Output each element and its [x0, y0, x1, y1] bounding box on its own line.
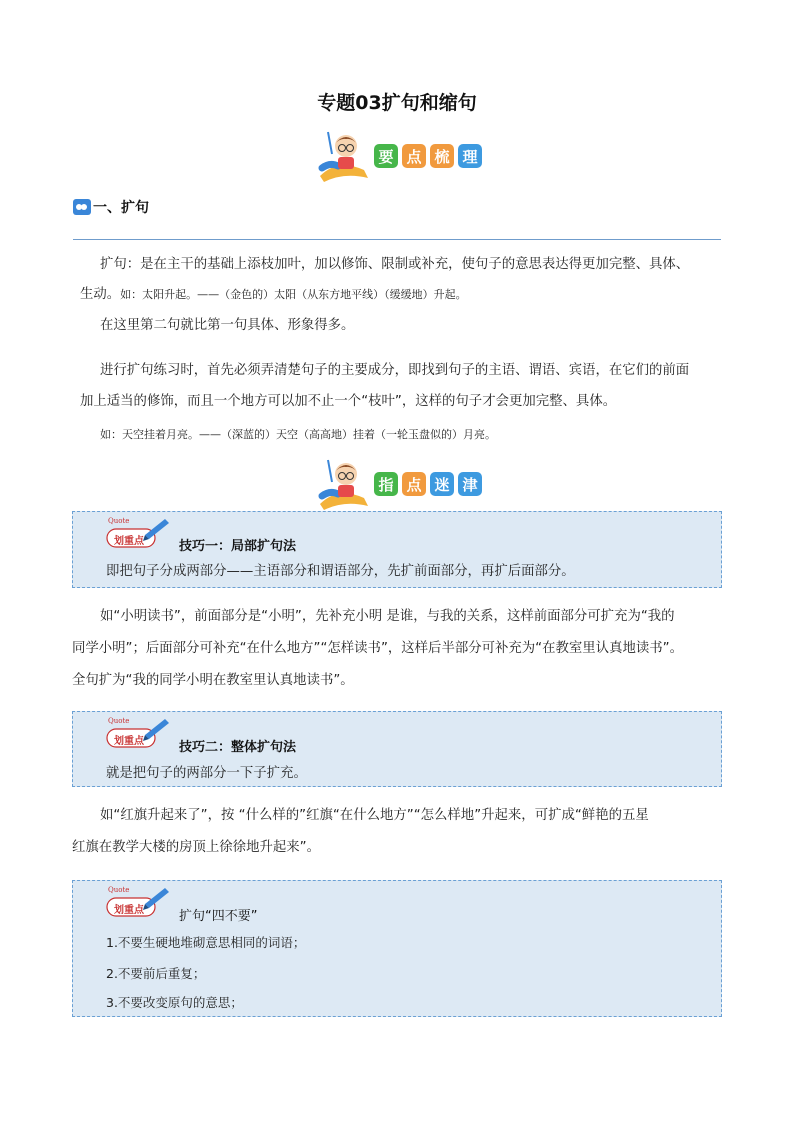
text-line: 同学小明”；后面部分可补充“在什么地方”“怎样读书”，这样后半部分可补充为“在教室里认真地读书”。 — [72, 641, 683, 656]
paragraph-definition — [100, 249, 740, 280]
banner-tips — [316, 456, 482, 512]
banner-key-points — [316, 128, 482, 184]
tag-label: 划重点 — [114, 536, 144, 547]
banner-tile: 点 — [402, 472, 426, 496]
paragraph-comparison: 在这里第二句就比第一句具体、形象得多。 — [100, 318, 355, 333]
list-item: 2.不要前后重复； — [106, 966, 206, 981]
paragraph-practice — [100, 355, 750, 386]
tip-body: 即把句子分成两部分——主语部分和谓语部分，先扩前面部分，再扩后面部分。 — [106, 564, 575, 579]
tip-title: 扩句“四不要” — [179, 909, 258, 924]
banner-tile: 理 — [458, 144, 482, 168]
section-heading — [73, 197, 149, 217]
highlight-tag — [105, 715, 171, 751]
banner-tile: 指 — [374, 472, 398, 496]
text-line: 加上适当的修饰，而且一个地方可以加不止一个“枝叶”，这样的句子才会更加完整、具体。 — [80, 394, 617, 409]
quote-mark: Quote — [108, 717, 130, 725]
text-line: 如“红旗升起来了”，按 “什么样的”红旗“在什么地方”“怎么样地”升起来，可扩成“鲜艳的五星 — [100, 808, 649, 823]
page-title: 专题03扩句和缩句 — [317, 92, 477, 114]
example-text: 如：太阳升起。——（金色的）太阳（从东方地平线）（缓缓地）升起。 — [120, 288, 467, 301]
tip-title: 技巧一：局部扩句法 — [179, 539, 297, 554]
highlight-tag — [105, 515, 171, 551]
text-line: 进行扩句练习时，首先必须弄清楚句子的主要成分，即找到句子的主语、谓语、宾语，在它们的前面 — [100, 363, 690, 378]
text-line: 生动。 — [80, 287, 121, 302]
tip-box-2 — [72, 711, 722, 787]
banner-tile: 梳 — [430, 144, 454, 168]
paragraph-line — [80, 283, 467, 305]
quote-mark: Quote — [108, 886, 130, 894]
tip-body: 就是把句子的两部分一下子扩充。 — [106, 766, 307, 781]
student-illustration — [316, 456, 372, 512]
text-line: 红旗在教学大楼的房顶上徐徐地升起来”。 — [72, 840, 320, 855]
list-item: 3.不要改变原句的意思； — [106, 995, 243, 1010]
text-line: 全句扩为“我的同学小明在教室里认真地读书”。 — [72, 673, 354, 688]
tip-title: 技巧二：整体扩句法 — [179, 740, 297, 755]
tip-box-1 — [72, 511, 722, 588]
tag-label: 划重点 — [114, 736, 144, 747]
highlight-tag — [105, 884, 171, 920]
section-divider — [73, 239, 721, 240]
student-illustration — [316, 128, 372, 184]
example-text: 如：天空挂着月亮。——（深蓝的）天空（高高地）挂着（一轮玉盘似的）月亮。 — [100, 428, 496, 441]
text-line: 扩句：是在主干的基础上添枝加叶，加以修饰、限制或补充，使句子的意思表达得更加完整、具体、 — [100, 257, 690, 272]
banner-tile: 点 — [402, 144, 426, 168]
tag-label: 划重点 — [114, 905, 144, 916]
tip-box-3 — [72, 880, 722, 1017]
list-item: 1.不要生硬地堆砌意思相同的词语； — [106, 935, 306, 950]
banner-tile: 要 — [374, 144, 398, 168]
text-line: 如“小明读书”，前面部分是“小明”，先补充小明 是谁，与我的关系，这样前面部分可扩充为“我的 — [100, 609, 675, 624]
banner-tile: 迷 — [430, 472, 454, 496]
quote-mark: Quote — [108, 517, 130, 525]
section-bullet-icon — [73, 199, 91, 215]
section-title: 一、扩句 — [93, 200, 149, 216]
banner-tile: 津 — [458, 472, 482, 496]
